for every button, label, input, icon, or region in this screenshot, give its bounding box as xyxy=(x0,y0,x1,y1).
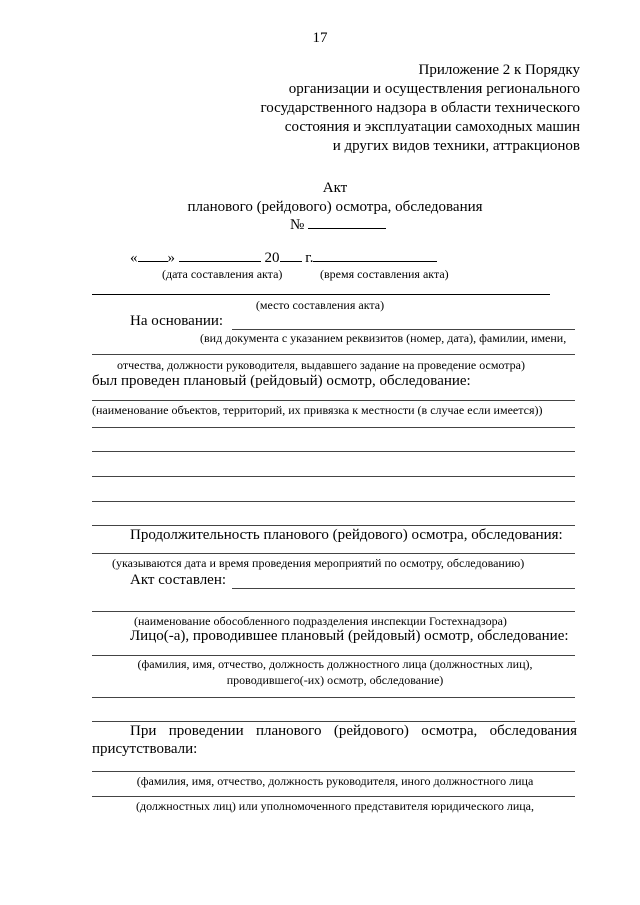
inspection-field-1[interactable] xyxy=(92,400,575,401)
inspection-field-3[interactable] xyxy=(92,451,575,452)
person-field-3[interactable] xyxy=(92,721,575,722)
compiled-field[interactable] xyxy=(232,588,575,589)
present-line-2: присутствовали: xyxy=(92,741,198,757)
number-sign: № xyxy=(290,217,305,233)
appendix-line-4: состояния и эксплуатации самоходных машин xyxy=(284,119,580,135)
duration-caption: (указываются дата и время проведения мероприятий по осмотру, обследованию) xyxy=(112,556,525,570)
inspection-field-4[interactable] xyxy=(92,476,575,477)
person-caption-1: (фамилия, имя, отчество, должность должностного лица (должностных лиц), xyxy=(137,657,533,671)
year-prefix: 20 xyxy=(264,250,280,266)
basis-caption-2: отчества, должности руководителя, выдавшего задание на проведение осмотра) xyxy=(117,358,525,372)
compiled-field-2[interactable] xyxy=(92,611,575,612)
inspection-caption: (наименование объектов, территорий, их привязка к местности (в случае если имеется)) xyxy=(92,403,543,417)
close-quote: » xyxy=(167,250,175,266)
duration-label: Продолжительность планового (рейдового) осмотра, обследования: xyxy=(130,527,563,543)
page-number: 17 xyxy=(312,30,328,46)
day-field[interactable] xyxy=(138,261,168,262)
compiled-caption: (наименование обособленного подразделения инспекции Гостехнадзора) xyxy=(134,614,507,628)
appendix-line-5: и других видов техники, аттракционов xyxy=(332,138,580,154)
present-caption-2: (должностных лиц) или уполномоченного представителя юридического лица, xyxy=(135,799,535,813)
present-caption-1: (фамилия, имя, отчество, должность руководителя, иного должностного лица xyxy=(136,774,534,788)
month-field[interactable] xyxy=(179,261,261,262)
place-caption: (место составления акта) xyxy=(255,298,385,312)
inspection-field-5[interactable] xyxy=(92,501,575,502)
act-subtitle: планового (рейдового) осмотра, обследования xyxy=(187,199,483,215)
compiled-label: Акт составлен: xyxy=(130,572,227,588)
duration-field[interactable] xyxy=(92,553,575,554)
appendix-line-1: Приложение 2 к Порядку xyxy=(418,62,580,78)
basis-caption-1: (вид документа с указанием реквизитов (номер, дата), фамилии, имени, xyxy=(200,331,567,345)
inspection-label: был проведен плановый (рейдовый) осмотр, обследование: xyxy=(92,373,471,389)
act-number-field[interactable] xyxy=(308,228,386,229)
date-caption: (дата составления акта) xyxy=(162,267,283,281)
present-field-2[interactable] xyxy=(92,796,575,797)
person-label: Лицо(-а), проводившее плановый (рейдовый) осмотр, обследование: xyxy=(130,628,569,644)
place-field[interactable] xyxy=(92,294,550,295)
appendix-block xyxy=(261,61,580,156)
present-field-1[interactable] xyxy=(92,771,575,772)
year-suffix: г. xyxy=(305,250,314,266)
present-line-1: При проведении планового (рейдового) осмотра, обследования xyxy=(130,723,577,739)
inspection-field-2[interactable] xyxy=(92,427,575,428)
inspection-field-6[interactable] xyxy=(92,525,575,526)
act-title: Акт xyxy=(322,180,348,196)
act-number-row xyxy=(290,217,386,234)
date-row xyxy=(130,250,437,267)
basis-field[interactable] xyxy=(232,329,575,330)
basis-field-2[interactable] xyxy=(92,354,575,355)
year-field[interactable] xyxy=(280,261,302,262)
basis-label: На основании: xyxy=(130,313,224,329)
person-caption-2: проводившего(-их) осмотр, обследование) xyxy=(226,673,444,687)
open-quote: « xyxy=(130,250,138,266)
person-field-2[interactable] xyxy=(92,697,575,698)
person-field[interactable] xyxy=(92,655,575,656)
appendix-line-2: организации и осуществления регионального xyxy=(288,81,580,97)
appendix-line-3: государственного надзора в области технического xyxy=(260,100,580,116)
time-caption: (время составления акта) xyxy=(320,267,449,281)
time-field[interactable] xyxy=(313,261,437,262)
